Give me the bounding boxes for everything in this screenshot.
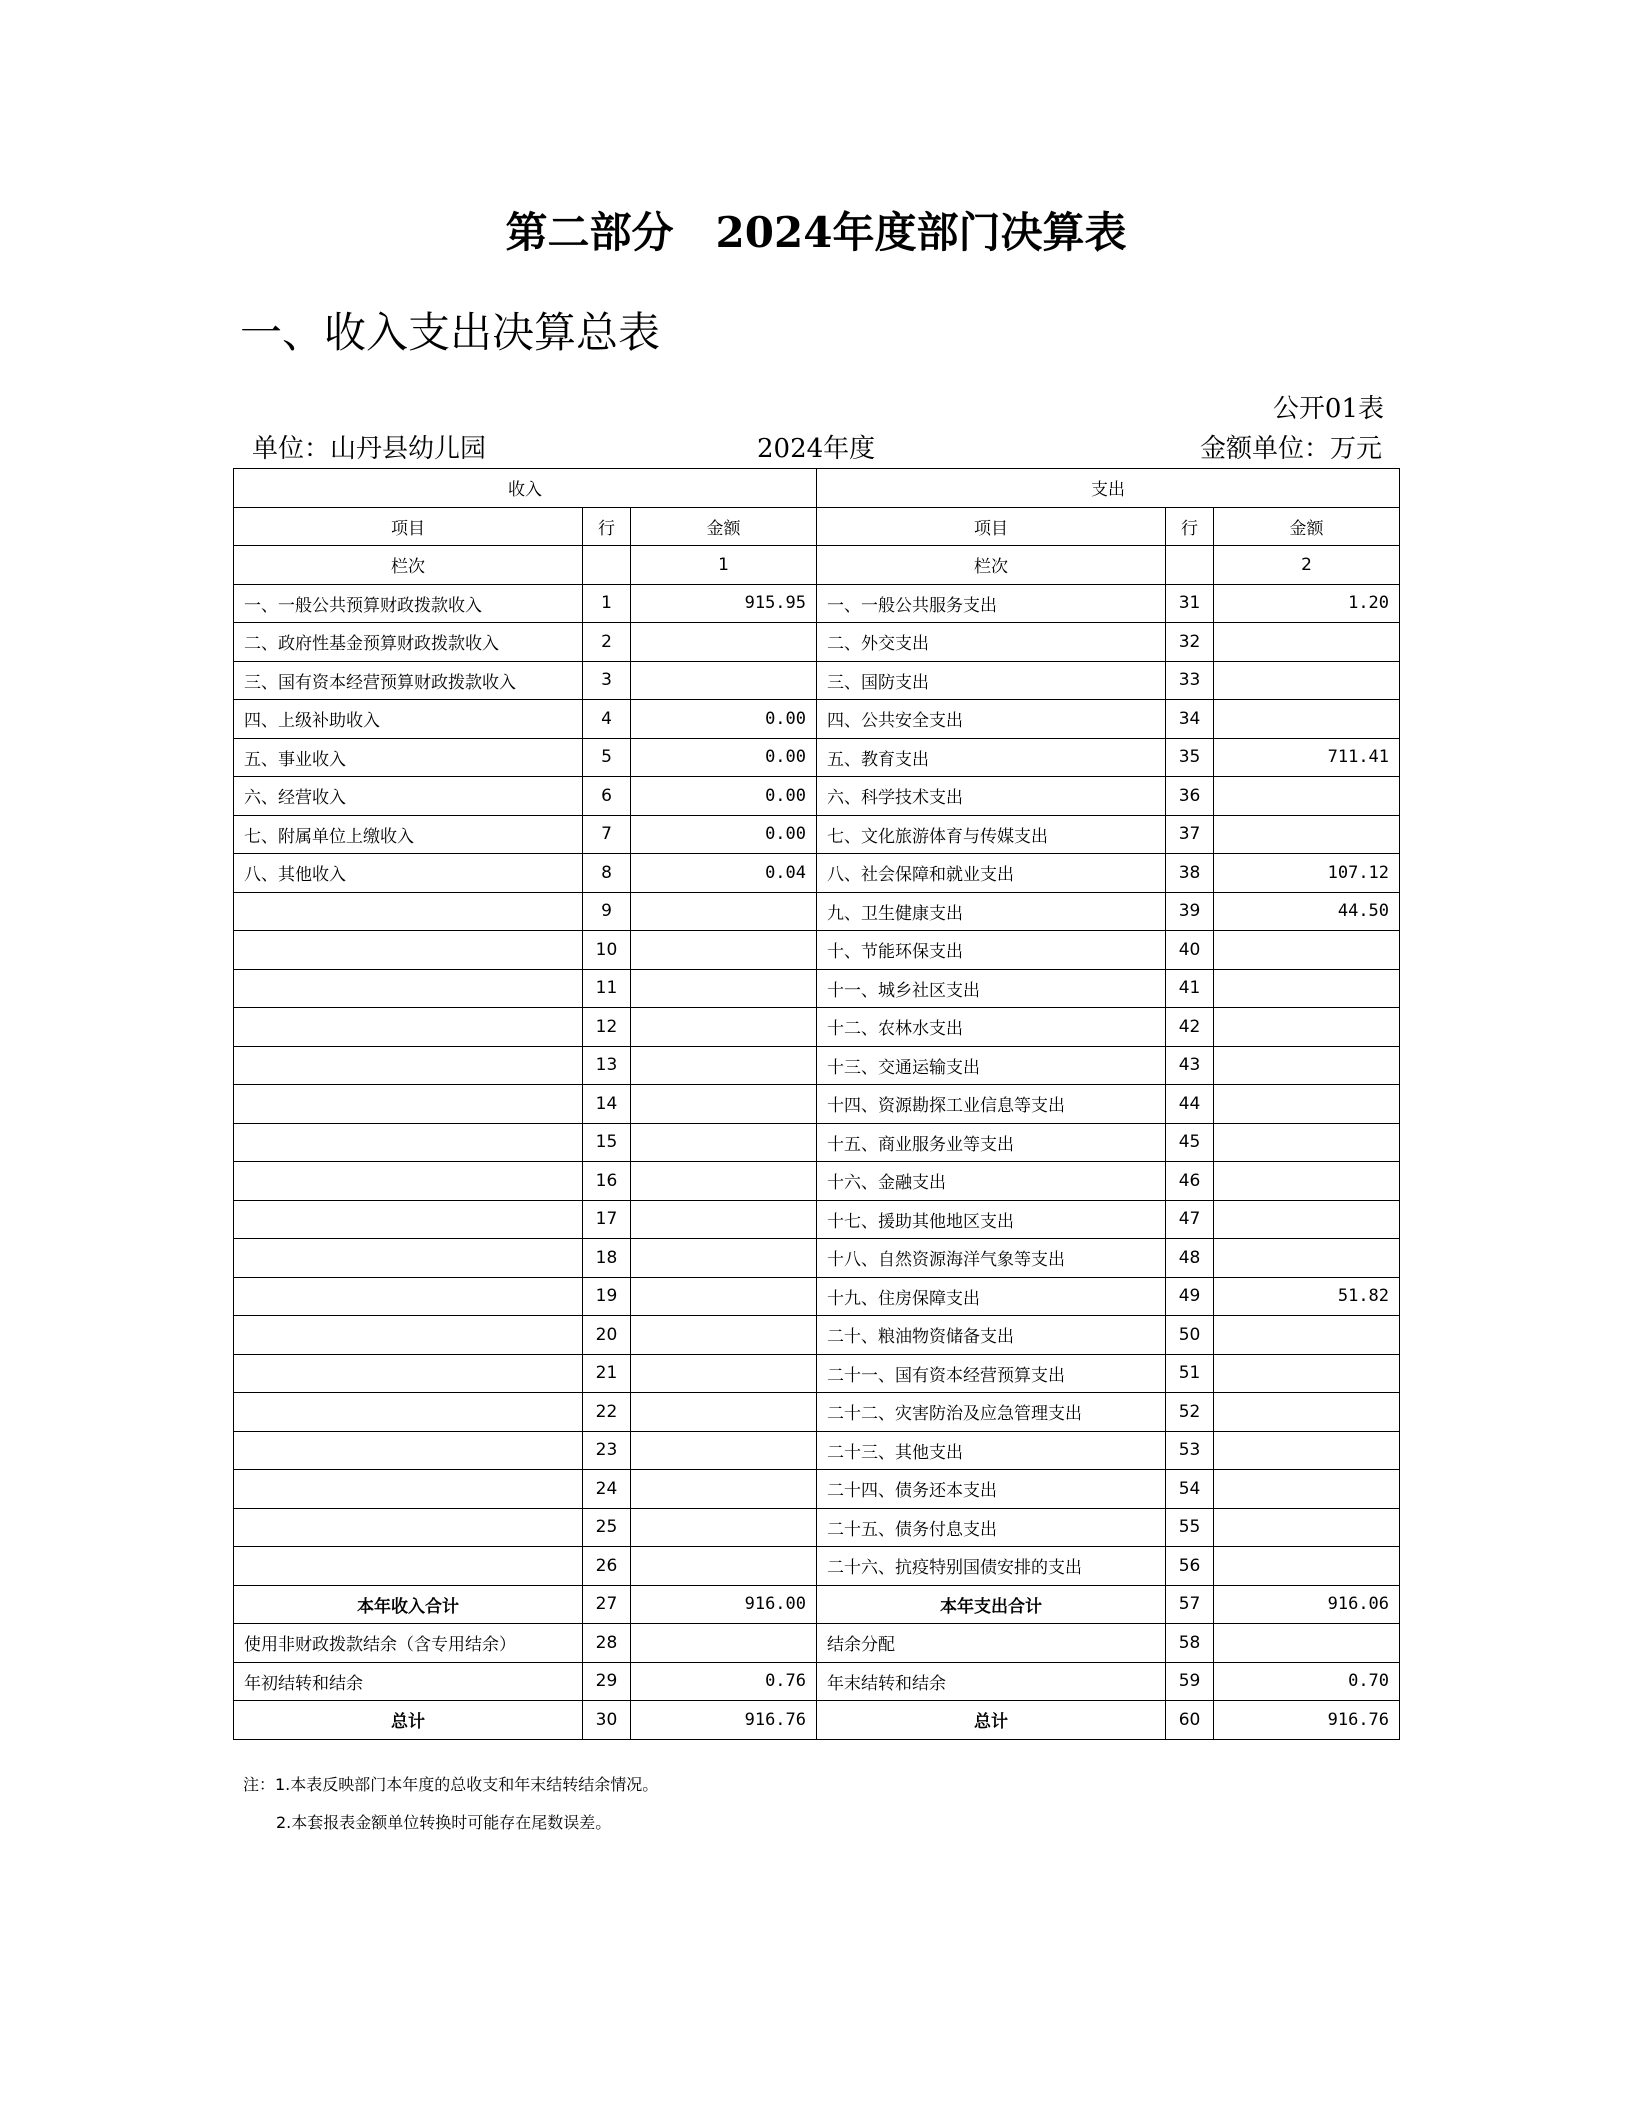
income-item [234, 1354, 583, 1393]
expense-item: 八、社会保障和就业支出 [817, 854, 1166, 893]
expense-item: 二十、粮油物资储备支出 [817, 1316, 1166, 1355]
income-line-no: 10 [583, 931, 631, 970]
income-line-no: 25 [583, 1508, 631, 1547]
expense-amount [1214, 969, 1400, 1008]
income-amount [631, 1470, 817, 1509]
expense-amount: 44.50 [1214, 892, 1400, 931]
income-amount [631, 1431, 817, 1470]
expense-line-no: 50 [1166, 1316, 1214, 1355]
table-header-row [234, 469, 1400, 508]
expense-line-no: 46 [1166, 1162, 1214, 1201]
expense-amount [1214, 1624, 1400, 1663]
income-line-no: 19 [583, 1277, 631, 1316]
table-row [234, 584, 1400, 623]
table-row [234, 1162, 1400, 1201]
expense-line-no: 43 [1166, 1046, 1214, 1085]
expense-amount: 1.20 [1214, 584, 1400, 623]
expense-item: 二十六、抗疫特别国债安排的支出 [817, 1547, 1166, 1586]
expense-amount [1214, 1354, 1400, 1393]
expense-line-no: 36 [1166, 777, 1214, 816]
income-line-no: 15 [583, 1123, 631, 1162]
table-row [234, 1085, 1400, 1124]
expense-line-no: 51 [1166, 1354, 1214, 1393]
income-item [234, 1200, 583, 1239]
income-amount: 0.00 [631, 777, 817, 816]
expense-item: 十五、商业服务业等支出 [817, 1123, 1166, 1162]
table-row [234, 1470, 1400, 1509]
table-row [234, 738, 1400, 777]
income-amount [631, 661, 817, 700]
income-item [234, 1162, 583, 1201]
expense-item: 二、外交支出 [817, 623, 1166, 662]
table-row [234, 1624, 1400, 1663]
expense-line-no: 60 [1166, 1701, 1214, 1740]
table-row [234, 969, 1400, 1008]
income-line-no: 17 [583, 1200, 631, 1239]
expense-item: 六、科学技术支出 [817, 777, 1166, 816]
expense-line-no: 32 [1166, 623, 1214, 662]
income-amount [631, 1008, 817, 1047]
expense-amount: 51.82 [1214, 1277, 1400, 1316]
income-amount: 915.95 [631, 584, 817, 623]
expense-amount [1214, 1470, 1400, 1509]
income-amount: 0.00 [631, 700, 817, 739]
income-item [234, 1431, 583, 1470]
expense-line-no: 39 [1166, 892, 1214, 931]
expense-line-no: 53 [1166, 1431, 1214, 1470]
income-item [234, 1046, 583, 1085]
unit-name: 单位：山丹县幼儿园 [252, 434, 487, 464]
expense-amount [1214, 1200, 1400, 1239]
income-amount [631, 1624, 817, 1663]
income-line-no: 3 [583, 661, 631, 700]
income-amount: 916.00 [631, 1585, 817, 1624]
income-line-no: 20 [583, 1316, 631, 1355]
expense-item: 二十三、其他支出 [817, 1431, 1166, 1470]
table-row [234, 1277, 1400, 1316]
table-row [234, 1200, 1400, 1239]
note-2: 2.本套报表金额单位转换时可能存在尾数误差。 [276, 1813, 612, 1832]
expense-amount [1214, 1508, 1400, 1547]
table-row [234, 815, 1400, 854]
income-amount: 0.00 [631, 738, 817, 777]
expense-item: 十二、农林水支出 [817, 1008, 1166, 1047]
income-line-no: 7 [583, 815, 631, 854]
income-expense-table [233, 468, 1400, 1740]
income-item: 一、一般公共预算财政拨款收入 [234, 584, 583, 623]
expense-amount [1214, 815, 1400, 854]
expense-line-no: 37 [1166, 815, 1214, 854]
income-line-no: 26 [583, 1547, 631, 1586]
table-row [234, 1393, 1400, 1432]
expense-amount: 916.06 [1214, 1585, 1400, 1624]
table-row [234, 1662, 1400, 1701]
income-item [234, 1508, 583, 1547]
income-item [234, 1393, 583, 1432]
income-amount [631, 1277, 817, 1316]
expense-line-no: 41 [1166, 969, 1214, 1008]
total-row [234, 1701, 1400, 1740]
table-row [234, 1046, 1400, 1085]
expense-item: 二十二、灾害防治及应急管理支出 [817, 1393, 1166, 1432]
table-row [234, 854, 1400, 893]
income-item [234, 1547, 583, 1586]
expense-amount-header: 金额 [1214, 507, 1400, 546]
expense-amount [1214, 1393, 1400, 1432]
expense-item: 二十四、债务还本支出 [817, 1470, 1166, 1509]
expense-amount [1214, 1046, 1400, 1085]
income-item: 使用非财政拨款结余（含专用结余） [234, 1624, 583, 1663]
income-line-no: 22 [583, 1393, 631, 1432]
income-amount [631, 969, 817, 1008]
expense-amount: 711.41 [1214, 738, 1400, 777]
income-item: 八、其他收入 [234, 854, 583, 893]
expense-item: 本年支出合计 [817, 1585, 1166, 1624]
expense-line-no: 38 [1166, 854, 1214, 893]
expense-item: 十一、城乡社区支出 [817, 969, 1166, 1008]
income-line-no: 11 [583, 969, 631, 1008]
income-item [234, 1239, 583, 1278]
expense-amount [1214, 1085, 1400, 1124]
expense-line-no: 57 [1166, 1585, 1214, 1624]
income-line-no: 8 [583, 854, 631, 893]
amount-unit: 金额单位：万元 [1199, 434, 1382, 464]
income-line-header: 行 [583, 507, 631, 546]
table-row [234, 1508, 1400, 1547]
expense-item: 年末结转和结余 [817, 1662, 1166, 1701]
fiscal-year: 2024年度 [757, 434, 876, 464]
expense-item: 三、国防支出 [817, 661, 1166, 700]
expense-amount: 107.12 [1214, 854, 1400, 893]
table-row [234, 1431, 1400, 1470]
income-amount-header: 金额 [631, 507, 817, 546]
expense-amount [1214, 1162, 1400, 1201]
expense-item: 二十五、债务付息支出 [817, 1508, 1166, 1547]
income-item [234, 1008, 583, 1047]
table-row [234, 777, 1400, 816]
income-item [234, 1123, 583, 1162]
expense-line-no: 34 [1166, 700, 1214, 739]
income-item [234, 969, 583, 1008]
income-amount [631, 1393, 817, 1432]
income-amount [631, 1046, 817, 1085]
expense-line-no: 58 [1166, 1624, 1214, 1663]
table-row [234, 892, 1400, 931]
expense-line-no: 35 [1166, 738, 1214, 777]
income-amount [631, 1239, 817, 1278]
expense-item: 七、文化旅游体育与传媒支出 [817, 815, 1166, 854]
table-row [234, 1316, 1400, 1355]
income-item [234, 931, 583, 970]
income-line-no: 6 [583, 777, 631, 816]
income-item: 二、政府性基金预算财政拨款收入 [234, 623, 583, 662]
income-header: 收入 [234, 469, 817, 508]
income-amount [631, 931, 817, 970]
income-item: 本年收入合计 [234, 1585, 583, 1624]
expense-item: 一、一般公共服务支出 [817, 584, 1166, 623]
income-item [234, 1085, 583, 1124]
expense-amount [1214, 661, 1400, 700]
income-line-no: 14 [583, 1085, 631, 1124]
income-item [234, 1470, 583, 1509]
income-item: 三、国有资本经营预算财政拨款收入 [234, 661, 583, 700]
table-row [234, 661, 1400, 700]
expense-amount [1214, 777, 1400, 816]
expense-column-label: 栏次 [817, 546, 1166, 585]
section-title: 一、收入支出决算总表 [240, 308, 661, 357]
income-amount [631, 1354, 817, 1393]
expense-amount [1214, 1008, 1400, 1047]
expense-line-no: 54 [1166, 1470, 1214, 1509]
income-line-no: 1 [583, 584, 631, 623]
subtotal-row [234, 1585, 1400, 1624]
expense-item-header: 项目 [817, 507, 1166, 546]
column-header-row [234, 507, 1400, 546]
table-row [234, 931, 1400, 970]
income-amount [631, 1508, 817, 1547]
income-amount [631, 1200, 817, 1239]
income-item: 五、事业收入 [234, 738, 583, 777]
expense-amount [1214, 931, 1400, 970]
income-line-no: 12 [583, 1008, 631, 1047]
income-amount [631, 623, 817, 662]
expense-line-no: 33 [1166, 661, 1214, 700]
expense-line-no: 48 [1166, 1239, 1214, 1278]
income-column-line-blank [583, 546, 631, 585]
income-amount [631, 1085, 817, 1124]
expense-amount [1214, 623, 1400, 662]
expense-line-no: 40 [1166, 931, 1214, 970]
expense-amount [1214, 1547, 1400, 1586]
income-item: 年初结转和结余 [234, 1662, 583, 1701]
expense-column-index: 2 [1214, 546, 1400, 585]
expense-header: 支出 [817, 469, 1400, 508]
column-index-row [234, 546, 1400, 585]
table-row [234, 1547, 1400, 1586]
table-notes [243, 1766, 658, 1842]
expense-line-no: 47 [1166, 1200, 1214, 1239]
expense-item: 五、教育支出 [817, 738, 1166, 777]
income-line-no: 9 [583, 892, 631, 931]
page-title: 第二部分 2024年度部门决算表 [505, 208, 1127, 257]
income-line-no: 27 [583, 1585, 631, 1624]
expense-item: 十九、住房保障支出 [817, 1277, 1166, 1316]
expense-item: 总计 [817, 1701, 1166, 1740]
expense-column-line-blank [1166, 546, 1214, 585]
table-number: 公开01表 [1272, 394, 1384, 424]
income-column-label: 栏次 [234, 546, 583, 585]
income-line-no: 18 [583, 1239, 631, 1278]
expense-line-no: 31 [1166, 584, 1214, 623]
income-line-no: 16 [583, 1162, 631, 1201]
income-line-no: 5 [583, 738, 631, 777]
expense-item: 十七、援助其他地区支出 [817, 1200, 1166, 1239]
table-row [234, 1123, 1400, 1162]
income-amount [631, 1316, 817, 1355]
expense-line-no: 55 [1166, 1508, 1214, 1547]
expense-item: 十八、自然资源海洋气象等支出 [817, 1239, 1166, 1278]
income-amount: 0.00 [631, 815, 817, 854]
income-amount: 0.76 [631, 1662, 817, 1701]
table-row [234, 1008, 1400, 1047]
expense-item: 十四、资源勘探工业信息等支出 [817, 1085, 1166, 1124]
income-line-no: 13 [583, 1046, 631, 1085]
income-line-no: 30 [583, 1701, 631, 1740]
income-item: 四、上级补助收入 [234, 700, 583, 739]
expense-item: 四、公共安全支出 [817, 700, 1166, 739]
table-row [234, 700, 1400, 739]
income-item-header: 项目 [234, 507, 583, 546]
expense-line-no: 44 [1166, 1085, 1214, 1124]
expense-amount [1214, 1316, 1400, 1355]
expense-line-no: 45 [1166, 1123, 1214, 1162]
expense-item: 九、卫生健康支出 [817, 892, 1166, 931]
expense-line-no: 56 [1166, 1547, 1214, 1586]
income-line-no: 21 [583, 1354, 631, 1393]
income-item: 总计 [234, 1701, 583, 1740]
income-item [234, 892, 583, 931]
income-item: 七、附属单位上缴收入 [234, 815, 583, 854]
income-amount [631, 892, 817, 931]
expense-line-no: 49 [1166, 1277, 1214, 1316]
expense-amount [1214, 1431, 1400, 1470]
table-row [234, 1354, 1400, 1393]
income-line-no: 2 [583, 623, 631, 662]
income-item [234, 1277, 583, 1316]
expense-line-no: 42 [1166, 1008, 1214, 1047]
income-line-no: 29 [583, 1662, 631, 1701]
income-line-no: 4 [583, 700, 631, 739]
income-amount: 916.76 [631, 1701, 817, 1740]
income-column-index: 1 [631, 546, 817, 585]
expense-item: 十三、交通运输支出 [817, 1046, 1166, 1085]
note-1: 注：1.本表反映部门本年度的总收支和年末结转结余情况。 [243, 1775, 659, 1794]
income-item: 六、经营收入 [234, 777, 583, 816]
table-row [234, 623, 1400, 662]
expense-item: 结余分配 [817, 1624, 1166, 1663]
expense-item: 十六、金融支出 [817, 1162, 1166, 1201]
expense-line-header: 行 [1166, 507, 1214, 546]
income-line-no: 23 [583, 1431, 631, 1470]
income-amount: 0.04 [631, 854, 817, 893]
expense-line-no: 59 [1166, 1662, 1214, 1701]
expense-amount: 0.70 [1214, 1662, 1400, 1701]
table-row [234, 1239, 1400, 1278]
expense-item: 十、节能环保支出 [817, 931, 1166, 970]
income-amount [631, 1547, 817, 1586]
expense-amount: 916.76 [1214, 1701, 1400, 1740]
income-amount [631, 1123, 817, 1162]
income-item [234, 1316, 583, 1355]
expense-line-no: 52 [1166, 1393, 1214, 1432]
income-line-no: 28 [583, 1624, 631, 1663]
expense-item: 二十一、国有资本经营预算支出 [817, 1354, 1166, 1393]
expense-amount [1214, 1239, 1400, 1278]
income-amount [631, 1162, 817, 1201]
expense-amount [1214, 700, 1400, 739]
income-line-no: 24 [583, 1470, 631, 1509]
expense-amount [1214, 1123, 1400, 1162]
